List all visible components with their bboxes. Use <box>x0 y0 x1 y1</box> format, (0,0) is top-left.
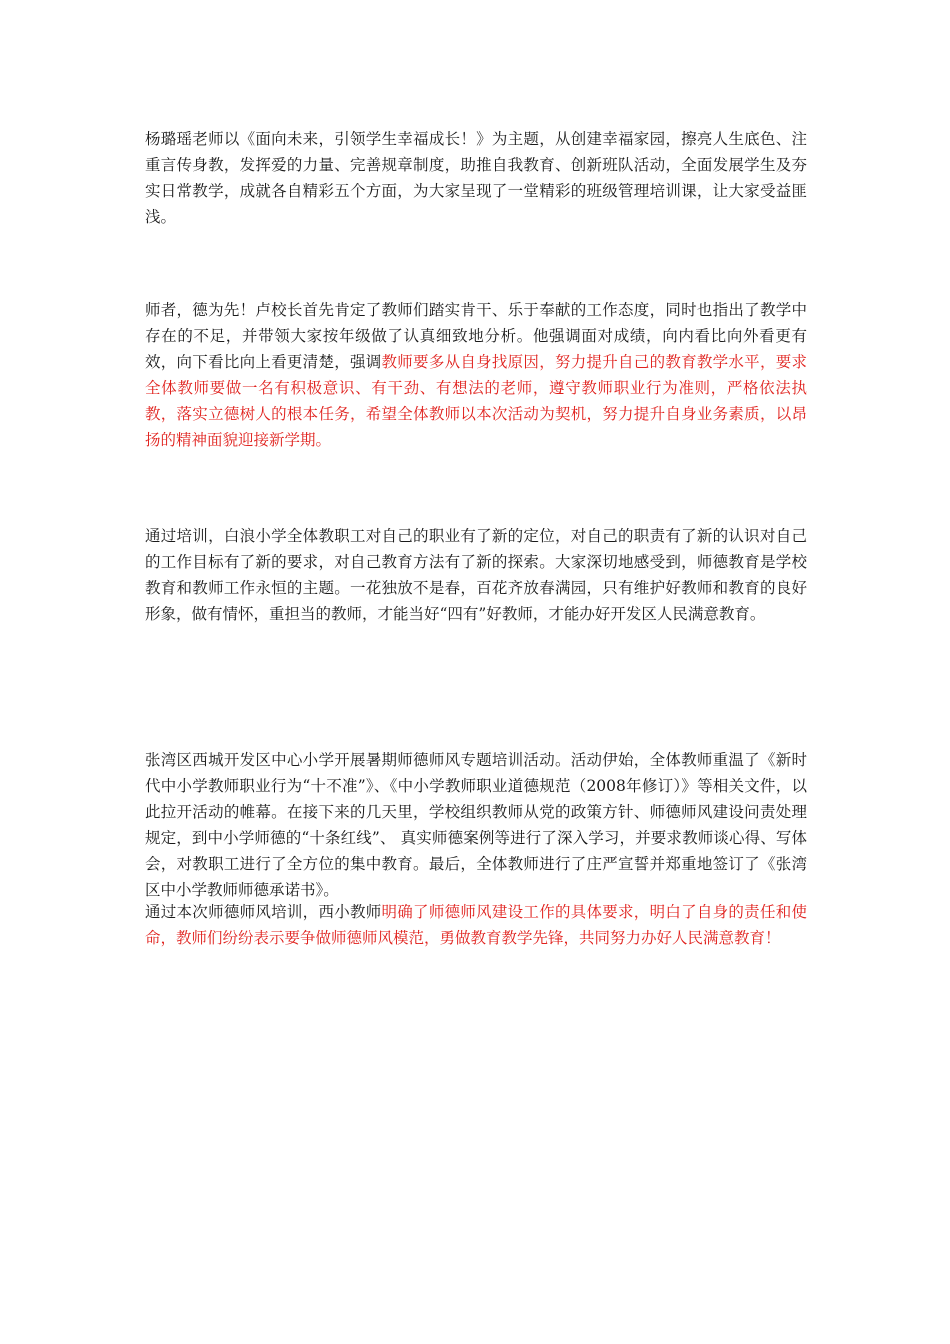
paragraph-text: 张湾区西城开发区中心小学开展暑期师德师风专题培训活动。活动伊始，全体教师重温了《新时代中小学教师职业行为“十不准”》、《中小学教师职业道德规范（2008年修订）》等相关文件，以此拉开活动的帷幕。在接下来的几天里，学校组织教师从党的政策方针、师德师风建设问责处理规定，到中小学师德的“十条红线”、 真实师德案例等进行了深入学习，并要求教师谈心得、写体会，对教职工进行了全方位的集中教育。最后，全体教师进行了庄严宣誓并郑重地签订了《张湾区中小学教师师德承诺书》。 <box>145 751 807 899</box>
highlighted-text: 明确了师德师风建设工作的具体要求，明白了自身的责任和使命，教师们纷纷表示要争做师德师风模范，勇做教育教学先锋，共同努力办好人民满意教育！ <box>145 903 807 947</box>
paragraph-conclusion <box>145 899 807 951</box>
paragraph-text: 通过培训，白浪小学全体教职工对自己的职业有了新的定位，对自己的职责有了新的认识对自己的工作目标有了新的要求，对自己教育方法有了新的探索。大家深切地感受到，师德教育是学校教育和教师工作永恒的主题。一花独放不是春，百花齐放春满园，只有维护好教师和教育的良好形象，做有情怀，重担当的教师，才能当好“四有”好教师，才能办好开发区人民满意教育。 <box>145 527 807 623</box>
paragraph-text: 通过本次师德师风培训，西小教师 <box>145 903 382 921</box>
paragraph-summer-training <box>145 747 807 903</box>
highlighted-text: 教师要多从自身找原因，努力提升自己的教育教学水平，要求全体教师要做一名有积极意识、有干劲、有想法的老师，遵守教师职业行为准则，严格依法执教，落实立德树人的根本任务，希望全体教师以本次活动为契机，努力提升自身业务素质，以昂扬的精神面貌迎接新学期。 <box>145 353 807 449</box>
paragraph-principal-speech <box>145 297 807 453</box>
paragraph-text: 杨璐瑶老师以《面向未来，引领学生幸福成长！》为主题，从创建幸福家园，擦亮人生底色、注重言传身教，发挥爱的力量、完善规章制度，助推自我教育、创新班队活动，全面发展学生及夯实日常教学，成就各自精彩五个方面，为大家呈现了一堂精彩的班级管理培训课，让大家受益匪浅。 <box>145 130 807 226</box>
paragraph-class-management <box>145 126 807 230</box>
paragraph-text: 师者，德为先！卢校长首先肯定了教师们踏实肯干、乐于奉献的工作态度，同时也指出了教学中存在的不足，并带领大家按年级做了认真细致地分析。他强调面对成绩，向内看比向外看更有效，向下看比向上看更清楚，强调 <box>145 301 807 371</box>
paragraph-training-outcome <box>145 523 807 627</box>
